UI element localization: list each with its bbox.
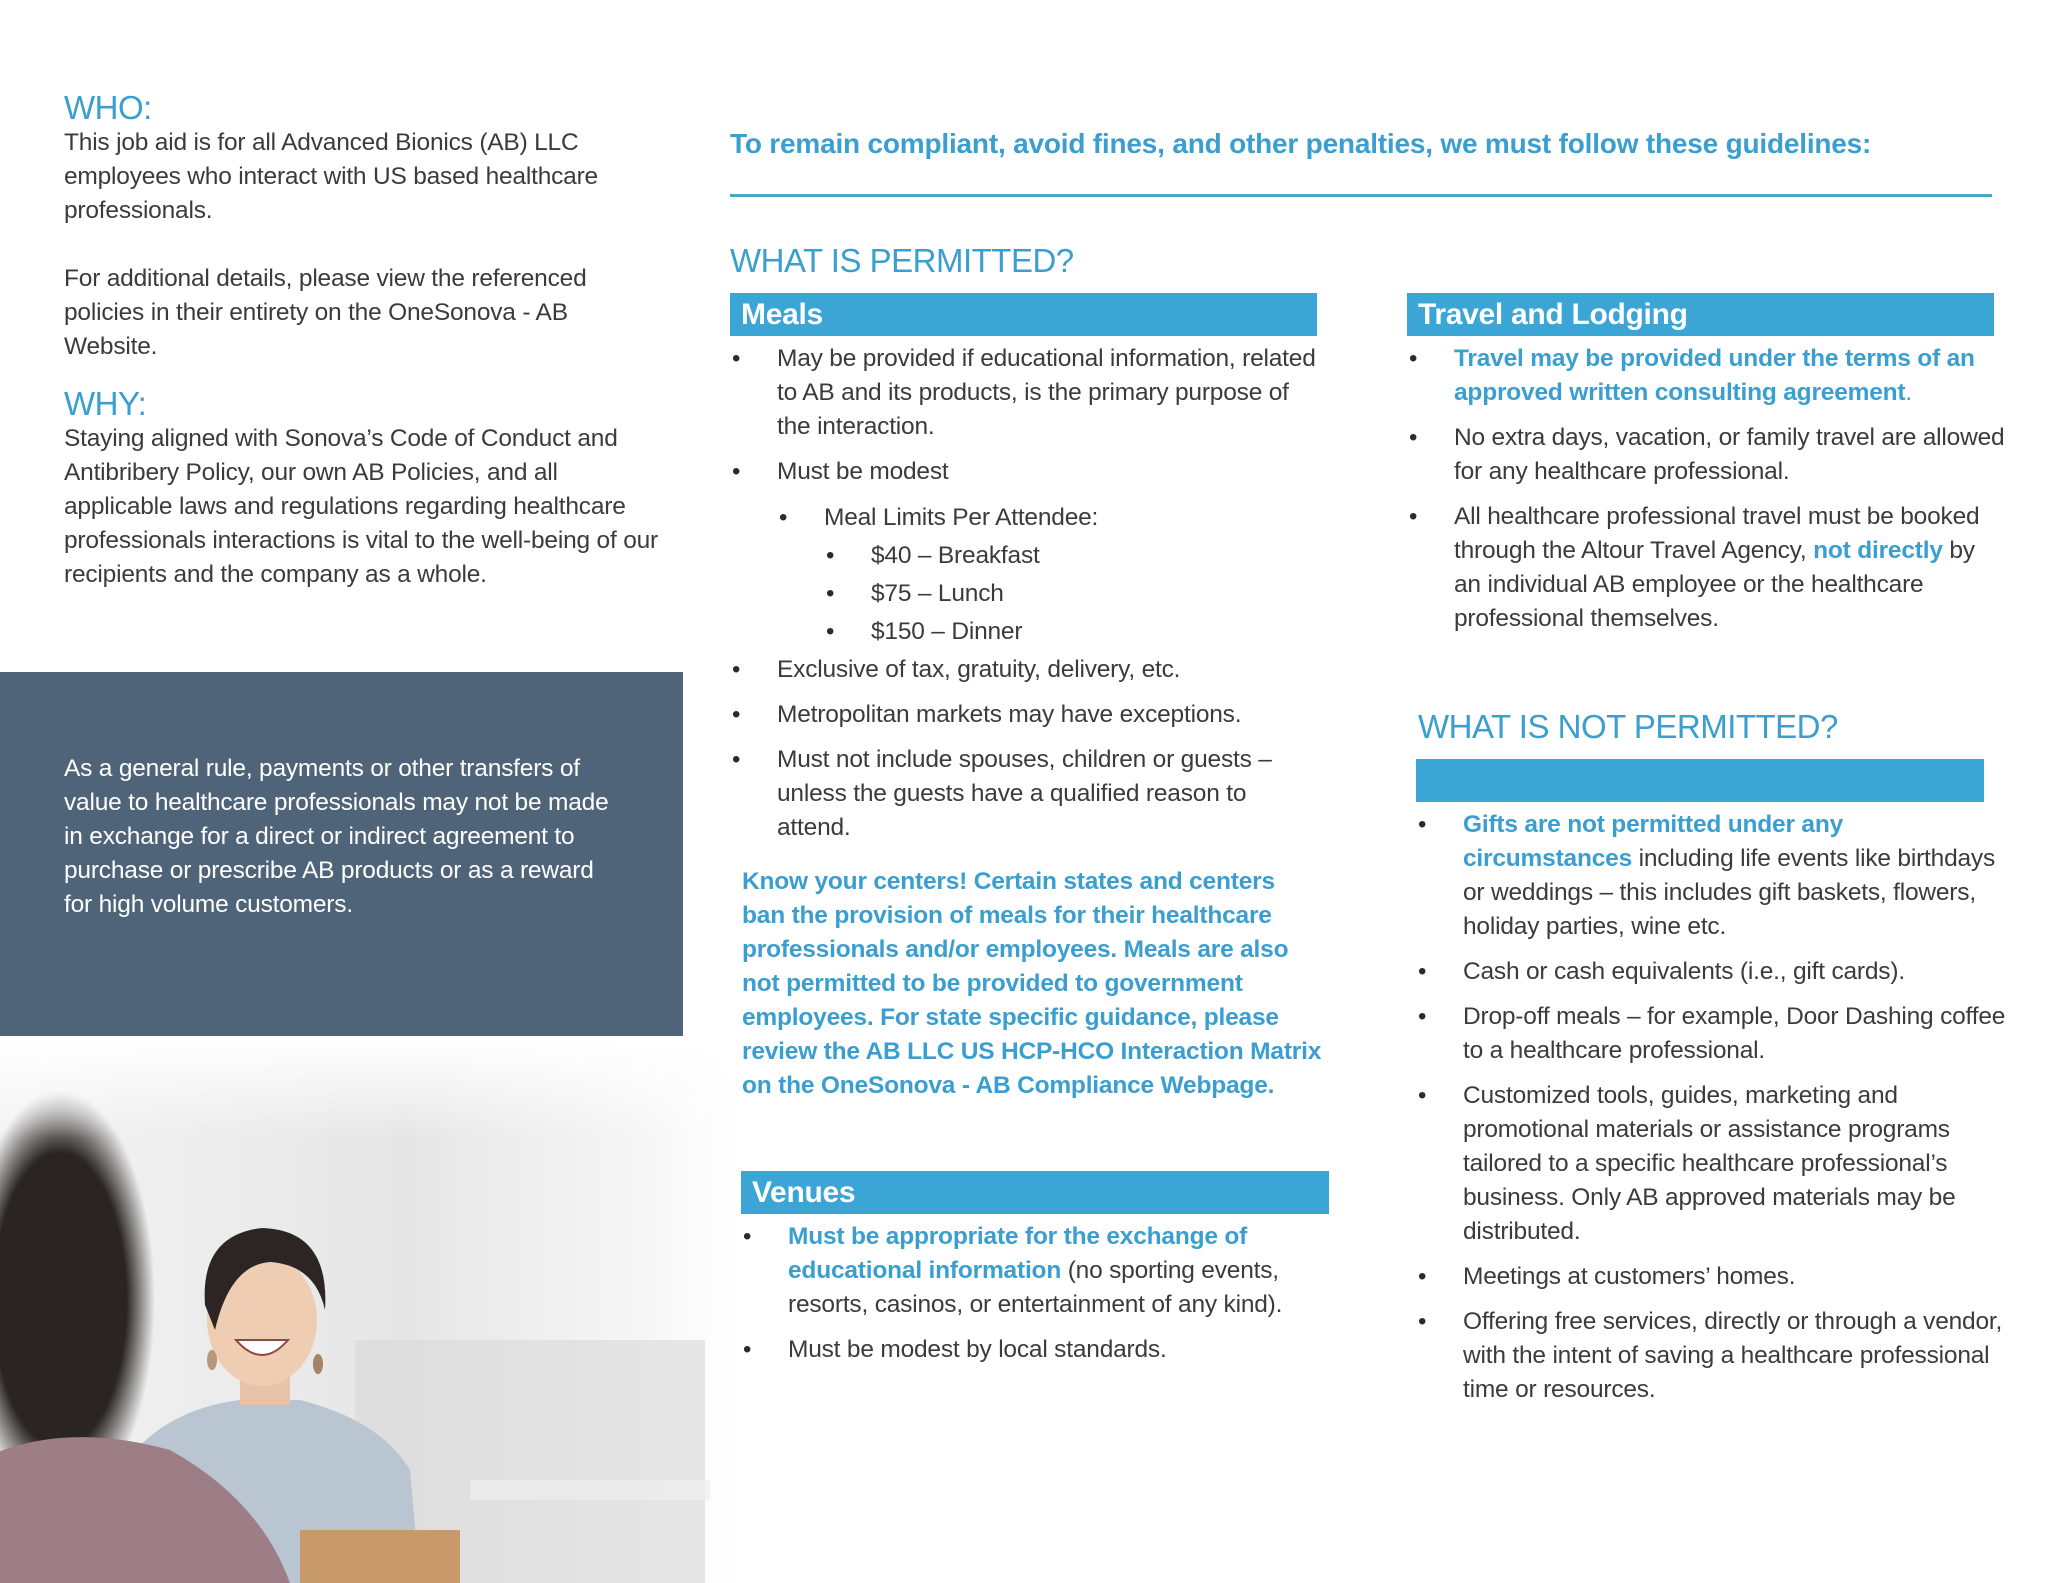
emphasis-text: Must be appropriate for the exchange of educational information: [788, 1223, 1248, 1284]
general-rule-box: [0, 672, 683, 1036]
why-paragraph: Staying aligned with Sonova’s Code of Conduct and Antibribery Policy, our own AB Policies, and all applicable laws and regulations regarding healthcare professionals interactions is vital to the well-being of our recipients and the company as a whole.: [64, 425, 659, 588]
venues-list: [741, 1220, 1331, 1378]
list-item: • Metropolitan markets may have exceptions.: [730, 698, 1320, 732]
venues-section-header: Venues: [741, 1171, 1329, 1214]
list-item-text: .: [1905, 379, 1912, 406]
list-item: [1407, 342, 2007, 410]
who-heading: WHO:: [64, 89, 152, 126]
list-item: • Meetings at customers’ homes.: [1416, 1260, 2016, 1294]
list-item: • Must be modest by local standards.: [741, 1333, 1331, 1367]
list-item: • Drop-off meals – for example, Door Dashing coffee to a healthcare professional.: [1416, 1000, 2016, 1068]
details-paragraph: For additional details, please view the referenced policies in their entirety on the OneSonova - AB Website.: [64, 265, 587, 360]
list-item: [1407, 500, 2007, 636]
general-rule-text: As a general rule, payments or other transfers of value to healthcare professionals may not be made in exchange for a direct or indirect agreement to purchase or prescribe AB products or as a reward for high volume customers.: [64, 755, 609, 918]
list-item: • Must be modest: [730, 455, 1320, 489]
list-item: [1416, 808, 2016, 944]
list-item: • Customized tools, guides, marketing and promotional materials or assistance programs tailored to a specific healthcare professional’s business. Only AB approved materials may be distributed.: [1416, 1079, 2016, 1249]
permitted-heading: WHAT IS PERMITTED?: [730, 242, 1074, 279]
why-heading: WHY:: [64, 385, 147, 422]
list-item: • Exclusive of tax, gratuity, delivery, etc.: [730, 653, 1320, 687]
who-why-column: [64, 90, 664, 592]
meals-section-header: Meals: [730, 293, 1317, 336]
meal-limit-breakfast: • $40 – Breakfast: [730, 539, 1320, 573]
meals-list: [730, 342, 1320, 856]
list-item: • No extra days, vacation, or family travel are allowed for any healthcare professional.: [1407, 421, 2007, 489]
meal-limit-dinner: • $150 – Dinner: [730, 615, 1320, 649]
list-item-text: All healthcare professional travel must be booked through the Altour Travel Agency,: [1454, 503, 1980, 564]
not-permitted-list: [1416, 808, 2016, 1418]
intro-statement: To remain compliant, avoid fines, and other penalties, we must follow these guidelines:: [730, 128, 1872, 159]
emphasis-text: Gifts are not permitted under any circumstances: [1463, 811, 1844, 872]
meal-limits-label: • Meal Limits Per Attendee:: [730, 501, 1320, 535]
list-item: • Cash or cash equivalents (i.e., gift cards).: [1416, 955, 2016, 989]
travel-section-header: Travel and Lodging: [1407, 293, 1994, 336]
meal-limit-lunch: • $75 – Lunch: [730, 577, 1320, 611]
emphasis-text: Travel may be provided under the terms of an approved written consulting agreement: [1454, 345, 1975, 406]
meeting-photo: [0, 1040, 740, 1583]
not-permitted-heading: WHAT IS NOT PERMITTED?: [1418, 708, 1838, 745]
know-your-centers-callout: Know your centers! Certain states and centers ban the provision of meals for their healthcare professionals and/or employees. Meals are also not permitted to be provided to government employees. For state specific guidance, please review the AB LLC US HCP-HCO Interaction Matrix on the OneSonova - AB Compliance Webpage.: [742, 868, 1322, 1099]
photo-illustration: [0, 1040, 740, 1583]
travel-list: [1407, 342, 2007, 647]
list-item: • May be provided if educational information, related to AB and its products, is the primary purpose of the interaction.: [730, 342, 1320, 444]
who-paragraph: This job aid is for all Advanced Bionics (AB) LLC employees who interact with US based healthcare professionals.: [64, 129, 598, 224]
list-item-text: including life events like birthdays or weddings – this includes gift baskets, flowers, holiday parties, wine etc.: [1463, 845, 1996, 940]
divider-line: [730, 194, 1992, 197]
list-item-text: by an individual AB employee or the healthcare professional themselves.: [1454, 537, 1975, 632]
list-item: • Must not include spouses, children or guests – unless the guests have a qualified reason to attend.: [730, 743, 1320, 845]
not-permitted-section-header: [1416, 759, 1984, 802]
emphasis-text: not directly: [1813, 537, 1943, 564]
list-item-text: (no sporting events, resorts, casinos, or entertainment of any kind).: [788, 1257, 1283, 1318]
list-item: [741, 1220, 1331, 1322]
list-item: • Offering free services, directly or through a vendor, with the intent of saving a healthcare professional time or resources.: [1416, 1305, 2016, 1407]
